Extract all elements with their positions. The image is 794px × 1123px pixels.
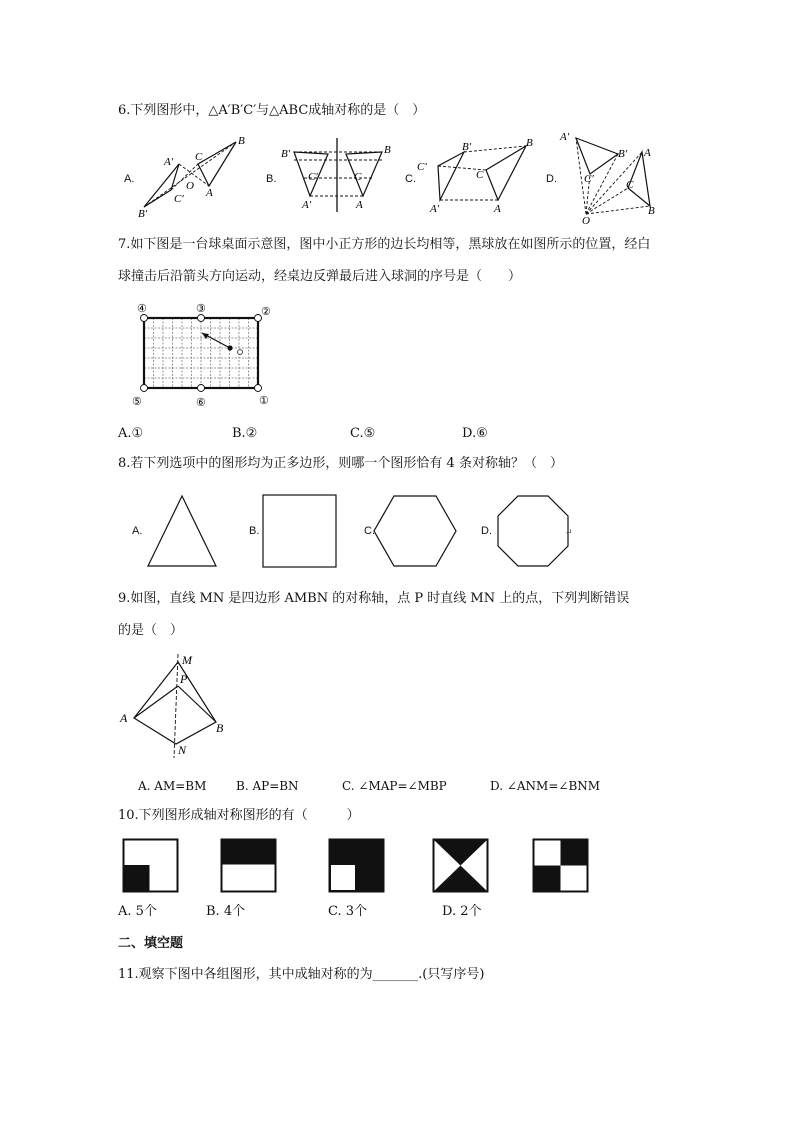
q9-label-m: M — [182, 653, 192, 667]
q6d-label-o: O — [582, 215, 590, 227]
q6-figure-b — [280, 136, 398, 214]
q7-black-ball — [227, 345, 232, 350]
q10-figure-1 — [122, 838, 180, 894]
q7-choice-c[interactable]: C.⑤ — [350, 426, 376, 441]
q6c-label-a: A — [494, 203, 501, 215]
q9-choice-b[interactable]: B. AP=BN — [236, 779, 299, 793]
q9-stem-line1: 9.如图，直线 MN 是四边形 AMBN 的对称轴，点 P 时直线 MN 上的点，下列判断错误 — [118, 591, 630, 606]
q6-option-c-label: C. — [405, 173, 416, 185]
q6-figure-d — [556, 128, 666, 227]
q10-figure-3 — [328, 838, 386, 894]
q9-choice-d[interactable]: D. ∠ANM=∠BNM — [490, 779, 601, 793]
q9-label-b: B — [216, 721, 224, 735]
q6a-label-c: C — [195, 151, 203, 163]
q6-option-d-label: D. — [546, 173, 557, 185]
q9-choice-a[interactable]: A. AM=BM — [138, 779, 207, 793]
q9-label-n: N — [178, 743, 187, 757]
q9-label-a: A — [120, 711, 128, 725]
q8-option-d-label: D. — [481, 525, 492, 537]
q7-stem-line1: 7.如下图是一台球桌面示意图，图中小正方形的边长均相等，黑球放在如图所示的位置，经白 — [118, 237, 651, 252]
q7-hole-3: ③ — [196, 303, 206, 315]
q6a-label-o: O — [186, 180, 194, 192]
q6c-label-c: C — [476, 169, 484, 181]
q7-hole-4: ④ — [137, 303, 147, 315]
q6d-label-a: A — [644, 147, 651, 159]
q10-figure-5 — [532, 838, 590, 894]
q6a-label-a: A — [206, 187, 213, 199]
q7-hole-5: ⑤ — [132, 396, 142, 408]
q8-option-a-label: A. — [132, 525, 143, 537]
q6b-label-a: A — [356, 199, 363, 211]
q7-white-ball — [238, 350, 243, 355]
q6a-label-a-prime: A′ — [164, 156, 174, 168]
q6c-label-c-prime: C′ — [417, 161, 427, 173]
q6d-label-c: C — [626, 179, 634, 191]
q6b-label-b: B — [384, 144, 391, 156]
q6c-label-b: B — [526, 137, 533, 149]
q10-figure-4 — [432, 838, 490, 894]
q6d-label-c-prime: C′ — [584, 173, 594, 185]
q6c-label-b-prime: B′ — [462, 141, 472, 153]
q8-option-b-label: B. — [249, 525, 260, 537]
q6-stem: 6.下列图形中，△A′B′C′与△ABC成轴对称的是（ ） — [118, 103, 426, 118]
q8-return-mark: ↵ — [565, 528, 573, 538]
q6-figure-a — [136, 132, 254, 224]
q6b-label-c-prime: C′ — [308, 171, 318, 183]
q10-stem: 10.下列图形成轴对称图形的有（ ） — [118, 808, 360, 823]
q9-figure — [116, 652, 236, 760]
q8-square — [262, 494, 338, 568]
q6b-label-a-prime: A′ — [302, 199, 312, 211]
section-title-fill-in: 二、填空题 — [118, 936, 184, 951]
q6b-label-b-prime: B′ — [281, 148, 291, 160]
q9-stem-line2: 的是（ ） — [118, 623, 184, 638]
q10-figure-2 — [220, 838, 278, 894]
q6d-label-b: B — [648, 205, 655, 217]
q7-hole-6: ⑥ — [196, 397, 206, 409]
q10-choice-b[interactable]: B. 4个 — [206, 904, 246, 919]
q7-stem-line2: 球撞击后沿箭头方向运动，经桌边反弹最后进入球洞的序号是（ ） — [118, 269, 522, 284]
q7-hole-2: ② — [261, 306, 271, 318]
q9-label-p: P — [180, 672, 188, 686]
q7-choice-d[interactable]: D.⑥ — [462, 426, 488, 441]
q6c-label-a-prime: A′ — [430, 203, 440, 215]
q6a-label-c-prime: C′ — [174, 193, 184, 205]
q6d-label-b-prime: B′ — [618, 148, 628, 160]
q6-option-b-label: B. — [266, 173, 277, 185]
q11-stem: 11.观察下图中各组图形，其中成轴对称的为_______.(只写序号) — [118, 967, 485, 982]
q7-choice-b[interactable]: B.② — [232, 426, 258, 441]
q10-choice-a[interactable]: A. 5个 — [118, 904, 157, 919]
q8-triangle — [146, 494, 218, 568]
q6a-label-b-prime: B′ — [138, 208, 148, 220]
q8-option-c-label: C. — [364, 525, 375, 537]
q7-choice-a[interactable]: A.① — [118, 426, 144, 441]
q6b-label-c: C — [354, 171, 362, 183]
q9-choice-c[interactable]: C. ∠MAP=∠MBP — [342, 779, 447, 793]
q6-figure-c — [416, 136, 538, 216]
q6d-label-a-prime: A′ — [560, 131, 570, 143]
q6a-label-b: B — [238, 135, 245, 147]
q8-stem: 8.若下列选项中的图形均为正多边形，则哪一个图形恰有 4 条对称轴？（ ） — [118, 456, 563, 471]
q10-choice-c[interactable]: C. 3个 — [328, 904, 368, 919]
q7-billiard-table — [130, 300, 280, 412]
q10-choice-d[interactable]: D. 2个 — [442, 904, 482, 919]
q8-octagon — [496, 494, 570, 568]
q6-option-a-label: A. — [124, 173, 135, 185]
q8-hexagon — [372, 494, 458, 568]
q7-hole-1: ① — [259, 395, 269, 407]
